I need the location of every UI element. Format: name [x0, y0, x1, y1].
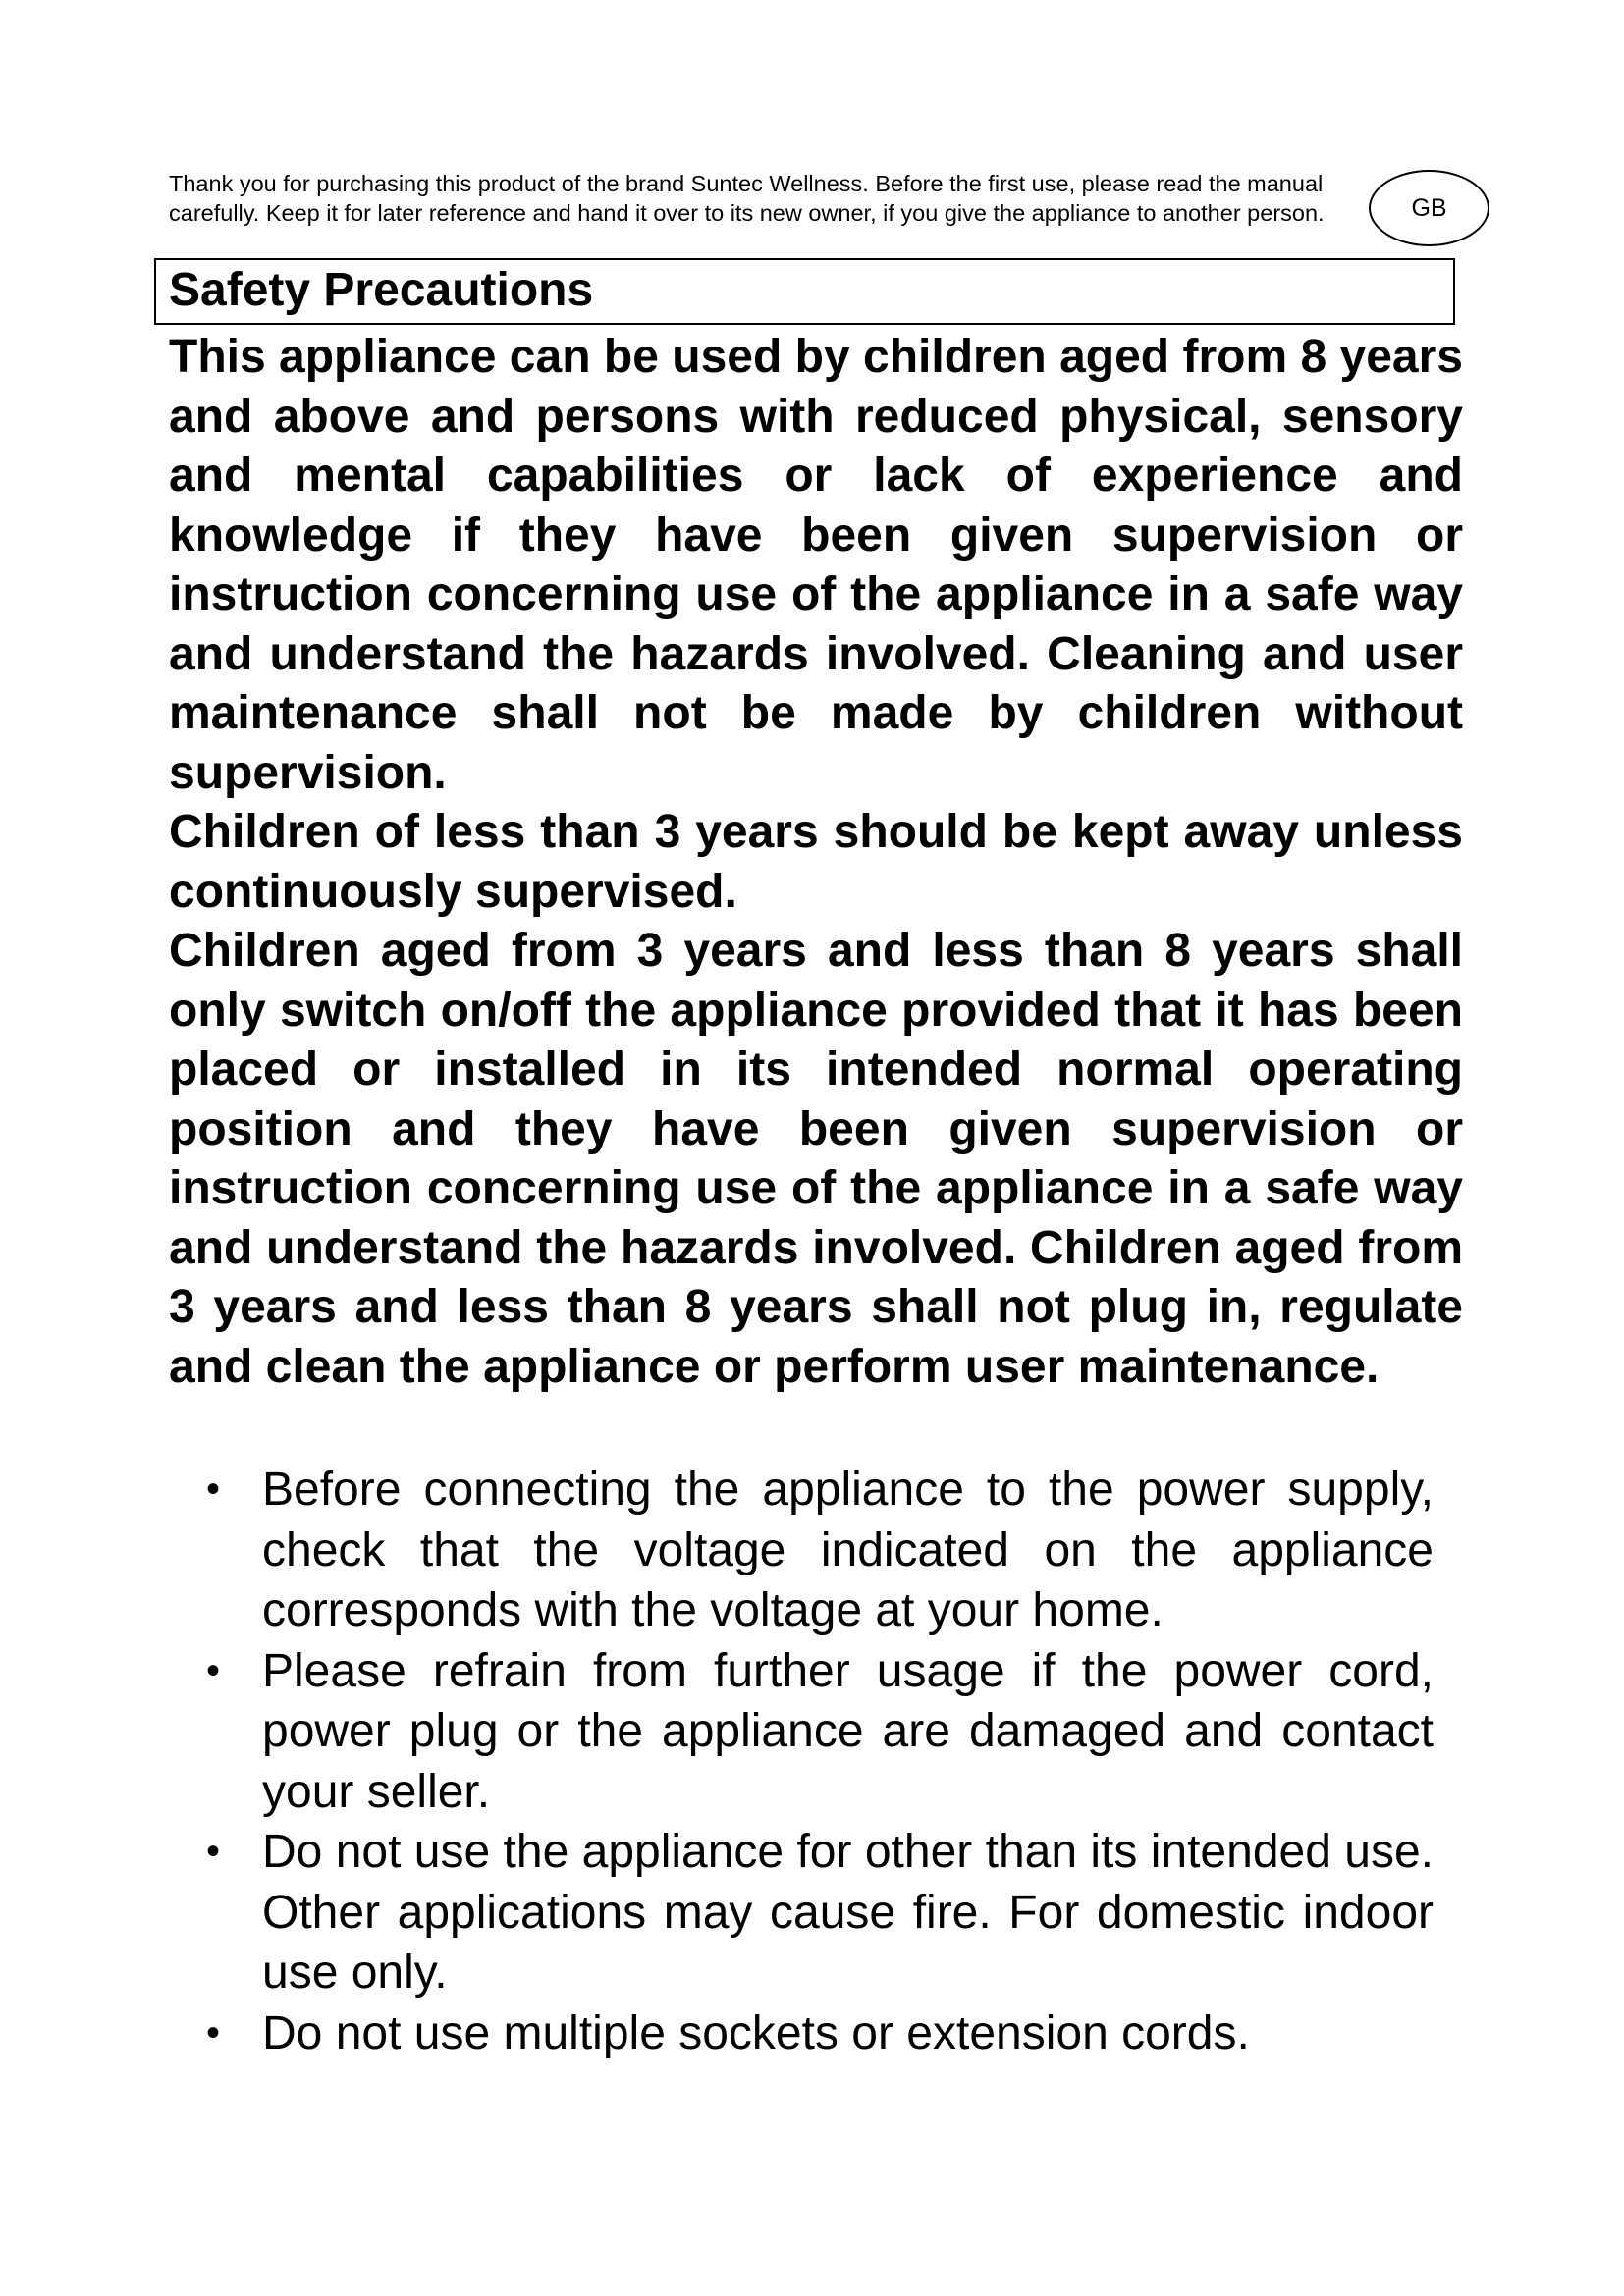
section-title: Safety Precautions	[169, 264, 594, 316]
bullet-icon: •	[206, 1468, 221, 1511]
bullet-icon: •	[206, 1830, 221, 1873]
list-item-text: Please refrain from further usage if the power cord, power plug or the appliance are damaged and contact your seller.	[262, 1644, 1434, 1818]
warning-paragraph: Children aged from 3 years and less than 8 years shall only switch on/off the appliance provided that it has been placed or installed in its intended normal operating position and they have been given supervision or instruction concerning use of the appliance in a safe way and understand the hazards involved. Children aged from 3 years and less than 8 years shall not plug in, regulate and clean the appliance or perform user maintenance.	[169, 925, 1463, 1393]
bullet-icon: •	[206, 2010, 221, 2055]
list-item	[206, 1822, 1434, 2003]
list-item-text: Do not use the appliance for other than its intended use. Other applications may cause fire. For domestic indoor use only.	[262, 1826, 1434, 1999]
language-badge	[1369, 170, 1489, 246]
bullet-icon: •	[206, 1648, 221, 1692]
intro-text: Thank you for purchasing this product of the brand Suntec Wellness. Before the first use, please read the manual carefully. Keep it for later reference and hand it over to its new owner, if you give the appliance to another person.	[169, 171, 1325, 226]
warning-paragraph: This appliance can be used by children aged from 8 years and above and persons with reduced physical, sensory and mental capabilities or lack of experience and knowledge if they have been given supervision or instruction concerning use of the appliance in a safe way and understand the hazards involved. Cleaning and user maintenance shall not be made by children without supervision.	[169, 331, 1463, 799]
list-item	[206, 1460, 1434, 1641]
list-item-text: Before connecting the appliance to the power supply, check that the voltage indicated on the appliance corresponds with the voltage at your home.	[262, 1464, 1434, 1636]
list-item	[206, 2003, 1434, 2064]
warning-paragraph: Children of less than 3 years should be kept away unless continuously supervised.	[169, 806, 1463, 918]
list-item-text: Do not use multiple sockets or extension cords.	[262, 2006, 1250, 2059]
warnings-block	[169, 328, 1463, 1397]
language-badge-label: GB	[1411, 193, 1447, 222]
list-item	[206, 1641, 1434, 1823]
safety-bullet-list	[206, 1460, 1434, 2063]
